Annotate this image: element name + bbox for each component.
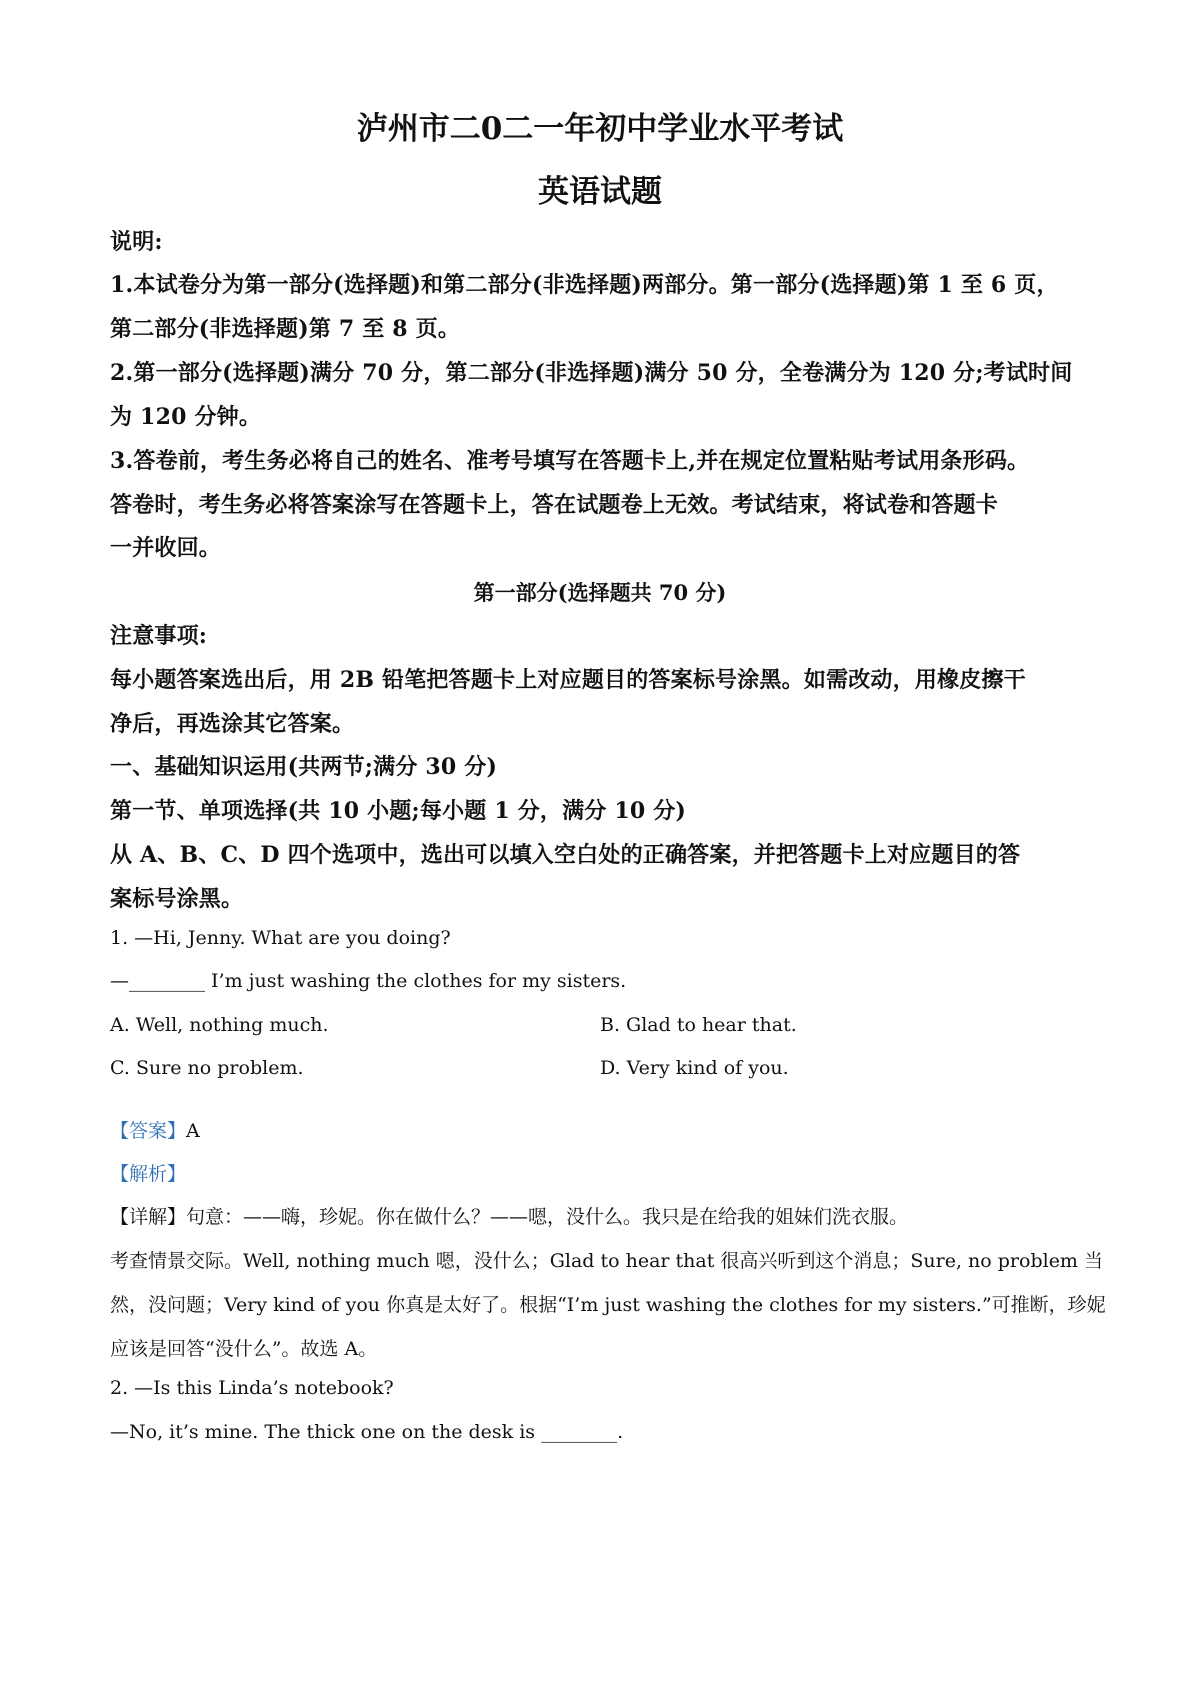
detail-line: 然，没问题；Very kind of you 你真是太好了。根据“I’m just washing the clothes for my sisters.”可推断，珍妮 bbox=[110, 1294, 1106, 1316]
instructions-heading: 说明: bbox=[110, 229, 163, 255]
option-b: B. Glad to hear that. bbox=[600, 1014, 797, 1036]
question-2-blank-line: —No, it’s mine. The thick one on the desk is ________. bbox=[110, 1421, 624, 1443]
notes-line: 每小题答案选出后，用 2B 铅笔把答题卡上对应题目的答案标号涂黑。如需改动，用橡皮擦干 bbox=[110, 667, 1026, 693]
question-1-stem: 1. —Hi, Jenny. What are you doing? bbox=[110, 927, 451, 949]
detail-line: 考查情景交际。Well, nothing much 嗯，没什么；Glad to hear that 很高兴听到这个消息；Sure, no problem 当 bbox=[110, 1250, 1103, 1272]
directions-line: 案标号涂黑。 bbox=[110, 886, 244, 912]
detail-line: 【详解】句意：——嗨，珍妮。你在做什么？——嗯，没什么。我只是在给我的姐妹们洗衣服。 bbox=[110, 1206, 909, 1228]
exam-subtitle: 英语试题 bbox=[538, 174, 662, 210]
part-one-heading: 第一部分(选择题共 70 分) bbox=[473, 580, 727, 605]
detail-line: 应该是回答“没什么”。故选 A。 bbox=[110, 1338, 378, 1360]
option-a: A. Well, nothing much. bbox=[110, 1014, 329, 1036]
subsection-heading: 第一节、单项选择(共 10 小题;每小题 1 分，满分 10 分) bbox=[110, 798, 687, 824]
analysis-tag: 【解析】 bbox=[110, 1163, 187, 1185]
instruction-line: 一并收回。 bbox=[110, 535, 222, 561]
instruction-line: 2.第一部分(选择题)满分 70 分，第二部分(非选择题)满分 50 分，全卷满分为 120 分;考试时间 bbox=[110, 360, 1073, 386]
instruction-line: 第二部分(非选择题)第 7 至 8 页。 bbox=[110, 316, 461, 342]
answer-value: A bbox=[186, 1120, 200, 1142]
section-heading: 一、基础知识运用(共两节;满分 30 分) bbox=[110, 754, 498, 780]
question-2-stem: 2. —Is this Linda’s notebook? bbox=[110, 1377, 394, 1399]
instruction-line: 为 120 分钟。 bbox=[110, 404, 262, 430]
instruction-line: 答卷时，考生务必将答案涂写在答题卡上，答在试题卷上无效。考试结束，将试卷和答题卡 bbox=[110, 492, 999, 518]
instruction-line: 1.本试卷分为第一部分(选择题)和第二部分(非选择题)两部分。第一部分(选择题)第 1 至 6 页， bbox=[110, 272, 1059, 298]
instruction-line: 3.答卷前，考生务必将自己的姓名、准考号填写在答题卡上,并在规定位置粘贴考试用条形码。 bbox=[110, 448, 1030, 474]
notes-heading: 注意事项: bbox=[110, 623, 208, 649]
answer-tag: 【答案】 bbox=[110, 1120, 187, 1142]
question-1-blank-line: —________ I’m just washing the clothes for my sisters. bbox=[110, 970, 627, 992]
option-d: D. Very kind of you. bbox=[600, 1057, 789, 1079]
notes-line: 净后，再选涂其它答案。 bbox=[110, 711, 355, 737]
directions-line: 从 A、B、C、D 四个选项中，选出可以填入空白处的正确答案，并把答题卡上对应题目的答 bbox=[110, 842, 1021, 868]
option-c: C. Sure no problem. bbox=[110, 1057, 304, 1079]
exam-title: 泸州市二0二一年初中学业水平考试 bbox=[356, 111, 844, 147]
answer-row bbox=[110, 1116, 200, 1143]
